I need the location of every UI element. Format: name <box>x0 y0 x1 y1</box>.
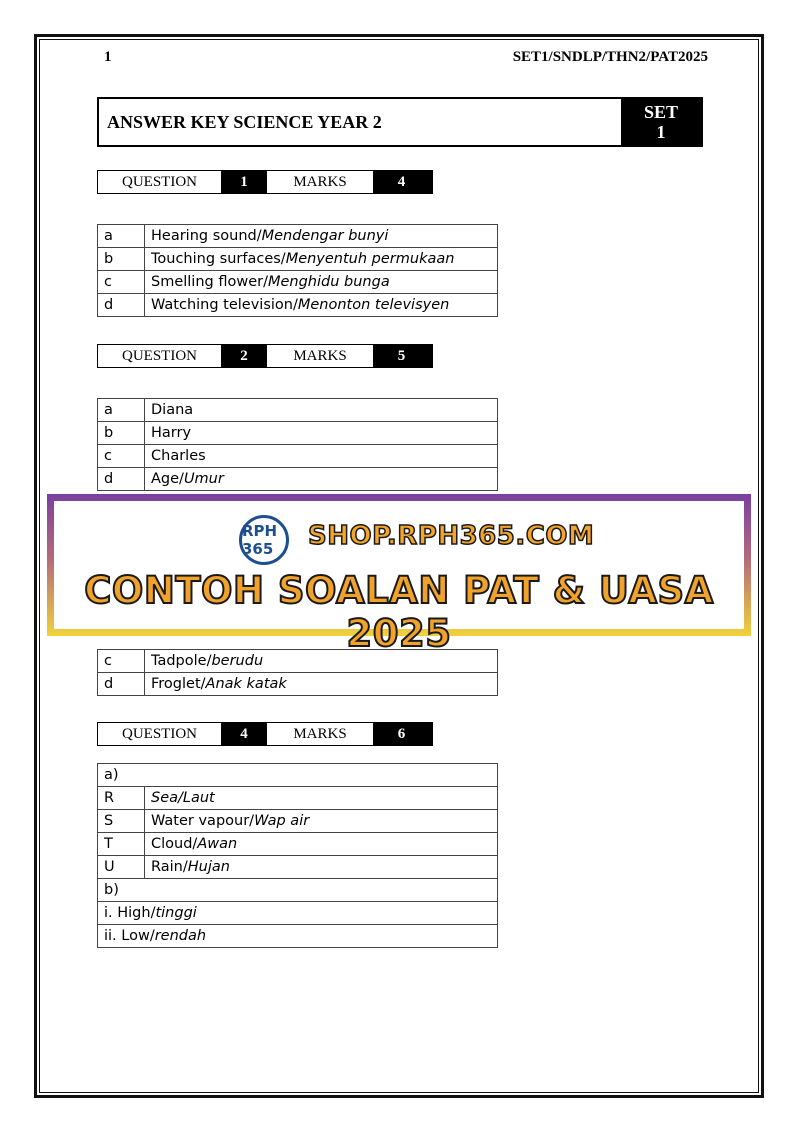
answer-key: c <box>98 271 145 294</box>
table-row <box>98 271 498 294</box>
marks-value: 5 <box>373 345 430 367</box>
question-2-table <box>97 398 498 491</box>
table-row <box>98 225 498 248</box>
document-code: SET1/SNDLP/THN2/PAT2025 <box>512 49 708 65</box>
answer-key: d <box>98 673 145 696</box>
answer-text: Water vapour/Wap air <box>145 810 498 833</box>
answer-key: T <box>98 833 145 856</box>
answer-text: Sea/Laut <box>145 787 498 810</box>
answer-text: Smelling flower/Menghidu bunga <box>145 271 498 294</box>
set-badge <box>621 99 701 145</box>
question-number: 4 <box>221 723 267 745</box>
question-label: QUESTION <box>122 347 197 364</box>
promo-banner <box>47 494 751 655</box>
question-1-bar <box>97 170 431 194</box>
answer-text: ii. Low/rendah <box>98 925 498 948</box>
answer-text: Harry <box>145 422 498 445</box>
question-2-bar <box>97 344 431 368</box>
question-label: QUESTION <box>122 725 197 742</box>
table-row <box>98 399 498 422</box>
marks-label: MARKS <box>293 173 347 190</box>
answer-key: c <box>98 650 145 673</box>
question-label: QUESTION <box>122 173 197 190</box>
table-row <box>98 902 498 925</box>
question-1-table <box>97 224 498 317</box>
table-row <box>98 856 498 879</box>
answer-text: i. High/tinggi <box>98 902 498 925</box>
question-4-bar <box>97 722 431 746</box>
answer-text: Hearing sound/Mendengar bunyi <box>145 225 498 248</box>
answer-text: Watching television/Menonton televisyen <box>145 294 498 317</box>
page-number: 1 <box>104 49 112 65</box>
rph365-logo: RPH 365 <box>239 515 289 565</box>
answer-key: a <box>98 399 145 422</box>
answer-text: Cloud/Awan <box>145 833 498 856</box>
table-row <box>98 925 498 948</box>
title-box <box>97 97 703 147</box>
table-row <box>98 294 498 317</box>
marks-value: 6 <box>373 723 430 745</box>
answer-key: d <box>98 294 145 317</box>
question-3-table <box>97 649 498 696</box>
answer-key: a <box>98 225 145 248</box>
answer-text: Charles <box>145 445 498 468</box>
table-row <box>98 879 498 902</box>
answer-key: d <box>98 468 145 491</box>
marks-label: MARKS <box>293 347 347 364</box>
table-row <box>98 787 498 810</box>
page-title: ANSWER KEY SCIENCE YEAR 2 <box>107 111 382 132</box>
answer-key: b <box>98 422 145 445</box>
answer-text: Diana <box>145 399 498 422</box>
answer-text: Tadpole/berudu <box>145 650 498 673</box>
table-row <box>98 673 498 696</box>
table-row <box>98 445 498 468</box>
table-row <box>98 833 498 856</box>
answer-text: Rain/Hujan <box>145 856 498 879</box>
answer-key: R <box>98 787 145 810</box>
set-label: SET <box>643 102 679 122</box>
table-row <box>98 468 498 491</box>
table-row <box>98 764 498 787</box>
answer-key: U <box>98 856 145 879</box>
answer-text: Touching surfaces/Menyentuh permukaan <box>145 248 498 271</box>
part-label: b) <box>98 879 498 902</box>
question-number: 1 <box>221 171 267 193</box>
set-number: 1 <box>656 122 666 142</box>
marks-label: MARKS <box>293 725 347 742</box>
table-row <box>98 248 498 271</box>
table-row <box>98 810 498 833</box>
answer-text: Age/Umur <box>145 468 498 491</box>
part-label: a) <box>98 764 498 787</box>
marks-value: 4 <box>373 171 430 193</box>
answer-key: S <box>98 810 145 833</box>
answer-key: c <box>98 445 145 468</box>
question-number: 2 <box>221 345 267 367</box>
table-row <box>98 422 498 445</box>
question-4-table <box>97 763 498 948</box>
answer-text: Froglet/Anak katak <box>145 673 498 696</box>
banner-headline: CONTOH SOALAN PAT & UASA 2025 <box>84 569 714 655</box>
answer-key: b <box>98 248 145 271</box>
shop-url: SHOP.RPH365.COM <box>308 521 595 551</box>
